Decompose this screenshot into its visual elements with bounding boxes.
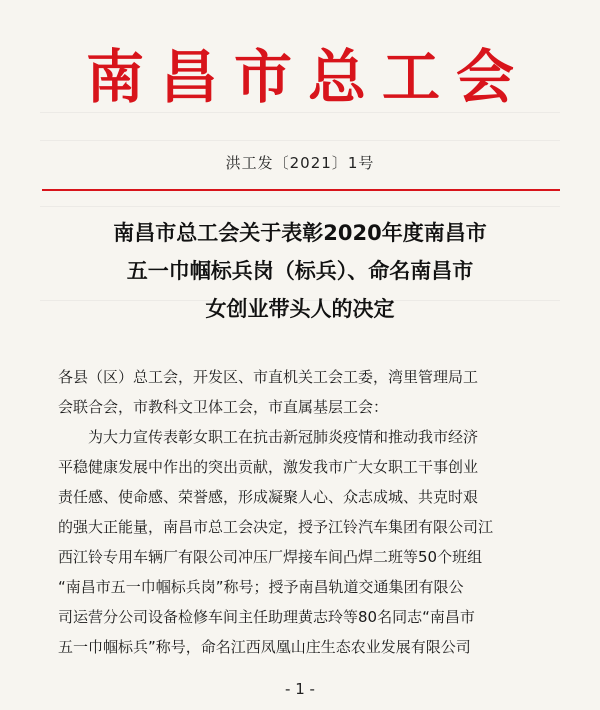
document-number: 洪工发〔2021〕1号 bbox=[225, 154, 375, 172]
bleed-through-line bbox=[40, 140, 560, 141]
body-line-8: “南昌市五一巾帼标兵岗”称号；授予南昌轨道交通集团有限公 bbox=[58, 578, 464, 596]
body-line-3: 为大力宣传表彰女职工在抗击新冠肺炎疫情和推动我市经济 bbox=[88, 428, 479, 446]
bleed-through-line bbox=[40, 112, 560, 113]
body-line-1: 各县（区）总工会，开发区、市直机关工会工委，湾里管理局工 bbox=[58, 368, 479, 386]
body-line-4: 平稳健康发展中作出的突出贡献，激发我市广大女职工干事创业 bbox=[58, 458, 479, 476]
document-body bbox=[58, 362, 550, 662]
body-line-6: 的强大正能量，南昌市总工会决定，授予江铃汽车集团有限公司江 bbox=[58, 518, 494, 536]
bleed-through-line bbox=[40, 206, 560, 207]
title-line-3: 女创业带头人的决定 bbox=[205, 297, 395, 321]
body-line-9: 司运营分公司设备检修车间主任助理黄志玲等80名同志“南昌市 bbox=[58, 608, 475, 626]
org-masthead: 南昌市总工会 bbox=[85, 43, 530, 111]
body-line-10: 五一巾帼标兵”称号，命名江西凤凰山庄生态农业发展有限公司 bbox=[58, 638, 471, 656]
page-number: - 1 - bbox=[285, 680, 315, 698]
title-line-2: 五一巾帼标兵岗（标兵）、命名南昌市 bbox=[126, 259, 474, 283]
body-line-7: 西江铃专用车辆厂有限公司冲压厂焊接车间凸焊二班等50个班组 bbox=[58, 548, 483, 566]
red-divider-rule bbox=[42, 189, 560, 191]
document-title bbox=[0, 214, 600, 328]
title-line-1: 南昌市总工会关于表彰2020年度南昌市 bbox=[113, 221, 487, 245]
body-line-5: 责任感、使命感、荣誉感，形成凝聚人心、众志成城、共克时艰 bbox=[58, 488, 479, 506]
body-line-2: 会联合会，市教科文卫体工会，市直属基层工会： bbox=[58, 398, 389, 416]
